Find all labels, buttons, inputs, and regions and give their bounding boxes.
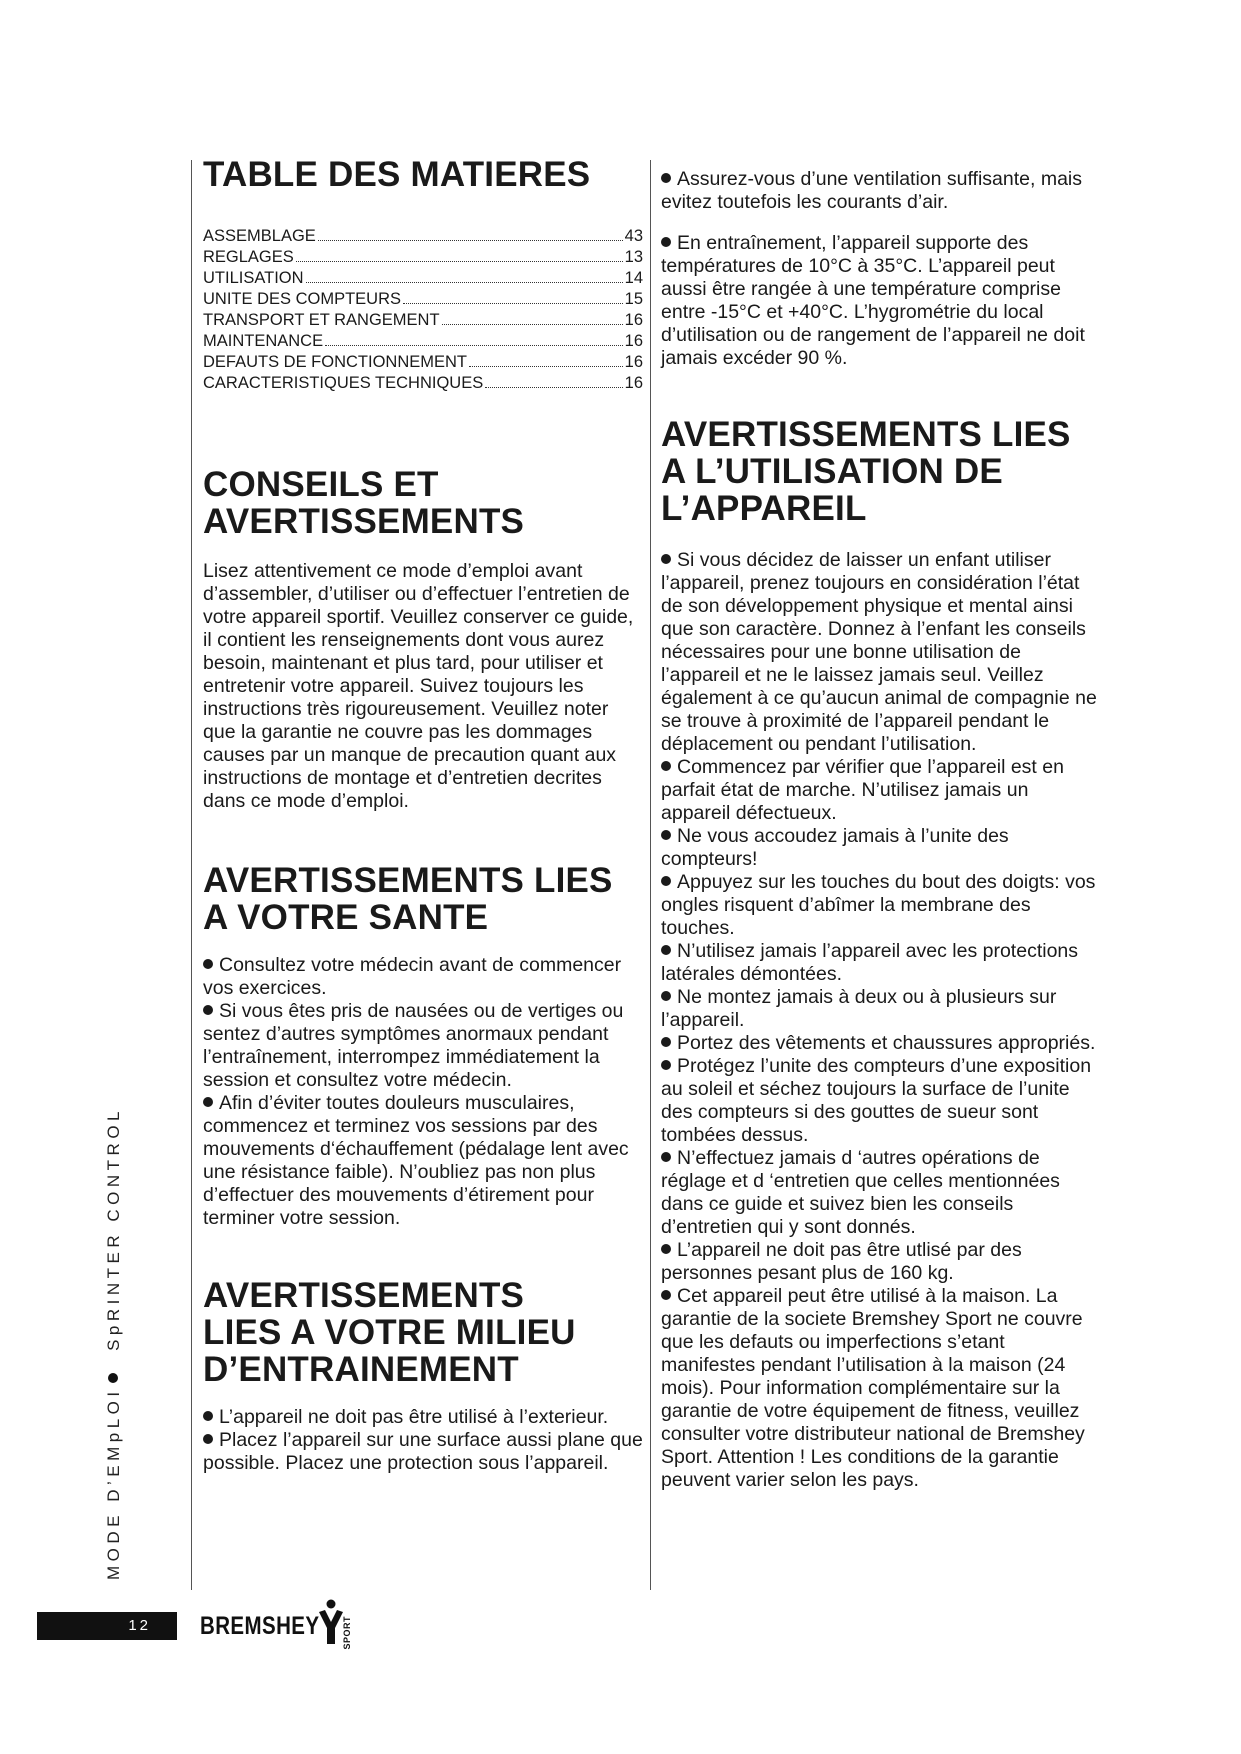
conseils-heading: CONSEILS ET AVERTISSEMENTS <box>203 465 525 541</box>
sante-bullet: Afin d’éviter toutes douleurs musculaires, commencez et terminez vos sessions par des mouvements d‘échauffement (pédalage lent avec une résistance faible). N’oubliez pas non plus d’effectuer des mouvements d’étirement pour terminer votre session. <box>203 1092 629 1229</box>
milieu-heading: AVERTISSEMENTS LIES A VOTRE MILIEU D’ENTRAINEMENT <box>203 1276 576 1389</box>
bullet-icon <box>661 991 671 1001</box>
side-running-title: MODE D’EMpLOI SpRINTER CONTROL <box>104 1106 123 1580</box>
utilisation-bullet: Portez des vêtements et chaussures appropriés. <box>661 1032 1101 1055</box>
table-of-contents <box>203 226 643 394</box>
toc-title: TABLE DES MATIERES <box>203 155 591 194</box>
bullet-icon <box>661 1244 671 1254</box>
utilisation-bullet: Ne montez jamais à deux ou à plusieurs sur l’appareil. <box>661 986 1057 1031</box>
bullet-icon <box>203 1434 213 1444</box>
bullet-icon <box>661 876 671 886</box>
milieu-bullet-cont: Assurez-vous d’une ventilation suffisante, mais evitez toutefois les courants d’air. <box>661 168 1083 213</box>
bullet-icon <box>203 1097 213 1107</box>
utilisation-bullet: N’utilisez jamais l’appareil avec les protections latérales démontées. <box>661 940 1079 985</box>
bullet-icon <box>661 945 671 955</box>
milieu-bullet: Placez l’appareil sur une surface aussi plane que possible. Placez une protection sous l’appareil. <box>203 1429 643 1474</box>
utilisation-bullet: Appuyez sur les touches du bout des doigts: vos ongles risquent d’abîmer la membrane des touches. <box>661 871 1096 939</box>
utilisation-bullet: Ne vous accoudez jamais à l’unite des compteurs! <box>661 825 1009 870</box>
bremshey-logo <box>200 1598 360 1648</box>
utilisation-bullet: Cet appareil peut être utilisé à la maison. La garantie de la societe Bremshey Sport ne couvre que les defauts ou imperfections s’etant manifestes pendant l’utilisation à la maison (24 mois). Pour information complémentaire sur la garantie de votre équipement de fitness, veuillez consulter votre distributeur national de Bremshey Sport. Attention ! Les conditions de la garantie peuvent varier selon les pays. <box>661 1285 1085 1491</box>
bullet-icon <box>203 959 213 969</box>
utilisation-heading: AVERTISSEMENTS LIES A L’UTILISATION DE L’APPAREIL <box>661 415 1071 528</box>
logo-sport-label: SPORT <box>342 1616 352 1650</box>
sante-bullet: Consultez votre médecin avant de commencer vos exercices. <box>203 954 622 999</box>
bullet-icon <box>661 761 671 771</box>
toc-entry: MAINTENANCE 16 <box>203 332 643 350</box>
column-rule-middle <box>650 160 651 1590</box>
bullet-icon <box>661 237 671 247</box>
toc-entry: DEFAUTS DE FONCTIONNEMENT 16 <box>203 353 643 371</box>
bullet-icon <box>661 173 671 183</box>
utilisation-bullet: Commencez par vérifier que l’appareil est en parfait état de marche. N’utilisez jamais un appareil défectueux. <box>661 756 1064 824</box>
page-number: 12 <box>128 1617 151 1634</box>
utilisation-bullet: Si vous décidez de laisser un enfant utiliser l’appareil, prenez toujours en considération l’état de son développement physique et mental ainsi que son caractère. Donnez à l’enfant les conseils nécessaires pour une bonne utilisation de l’appareil et ne le laissez jamais seul. Veillez également à ce qu’aucun animal de compagnie ne se trouve à proximité de l’appareil pendant le déplacement ou pendant l’utilisation. <box>661 549 1097 755</box>
bullet-icon <box>203 1005 213 1015</box>
toc-entry: TRANSPORT ET RANGEMENT 16 <box>203 311 643 329</box>
sante-heading: AVERTISSEMENTS LIES A VOTRE SANTE <box>203 861 613 937</box>
milieu-bullet: L’appareil ne doit pas être utilisé à l’exterieur. <box>203 1406 643 1429</box>
right-column <box>661 168 1101 1492</box>
bullet-icon <box>661 554 671 564</box>
bullet-icon <box>203 1411 213 1421</box>
bullet-icon <box>661 830 671 840</box>
utilisation-bullet: N’effectuez jamais d ‘autres opérations de réglage et d ‘entretien que celles mentionnées dans ce guide et suivez bien les conseils d’entretien qui y sont donnés. <box>661 1147 1060 1238</box>
toc-entry: UNITE DES COMPTEURS 15 <box>203 290 643 308</box>
dot-icon <box>108 1373 118 1383</box>
toc-entry: REGLAGES 13 <box>203 248 643 266</box>
sante-bullet: Si vous êtes pris de nausées ou de vertiges ou sentez d’autres symptômes anormaux pendant l’entraînement, interrompez immédiatement la session et consultez votre médecin. <box>203 1000 624 1091</box>
column-rule-left <box>191 160 192 1590</box>
left-column <box>203 155 643 1475</box>
milieu-bullet-cont: En entraînement, l’appareil supporte des températures de 10°C à 35°C. L’appareil peut aussi être rangée à une température comprise entre -15°C et +40°C. L’hygrométrie du local d’utilisation ou de rangement de l’appareil ne doit jamais excéder 90 %. <box>661 232 1085 369</box>
toc-entry: UTILISATION 14 <box>203 269 643 287</box>
utilisation-bullet: Protégez l’unite des compteurs d’une exposition au soleil et séchez toujours la surface de l’unite des compteurs si des gouttes de sueur sont tombées dessus. <box>661 1055 1092 1146</box>
toc-entry: ASSEMBLAGE 43 <box>203 227 643 245</box>
toc-entry: CARACTERISTIQUES TECHNIQUES 16 <box>203 374 643 392</box>
logo-wordmark: BREMSHEY <box>200 1612 320 1640</box>
bullet-icon <box>661 1152 671 1162</box>
utilisation-bullet: L’appareil ne doit pas être utlisé par des personnes pesant plus de 160 kg. <box>661 1239 1022 1284</box>
bullet-icon <box>661 1037 671 1047</box>
bullet-icon <box>661 1060 671 1070</box>
page-number-box <box>37 1612 177 1640</box>
conseils-body: Lisez attentivement ce mode d’emploi avant d’assembler, d’utiliser ou d’effectuer l’entretien de votre appareil sportif. Veuillez conserver ce guide, il contient les renseignements dont vous aurez besoin, maintenant et plus tard, pour utiliser et entretenir votre appareil. Suivez toujours les instructions très rigoureusement. Veuillez noter que la garantie ne couvre pas les dommages causes par un manque de precaution quant aux instructions de montage et d’entretien decrites dans ce mode d’emploi. <box>203 560 634 812</box>
bullet-icon <box>661 1290 671 1300</box>
